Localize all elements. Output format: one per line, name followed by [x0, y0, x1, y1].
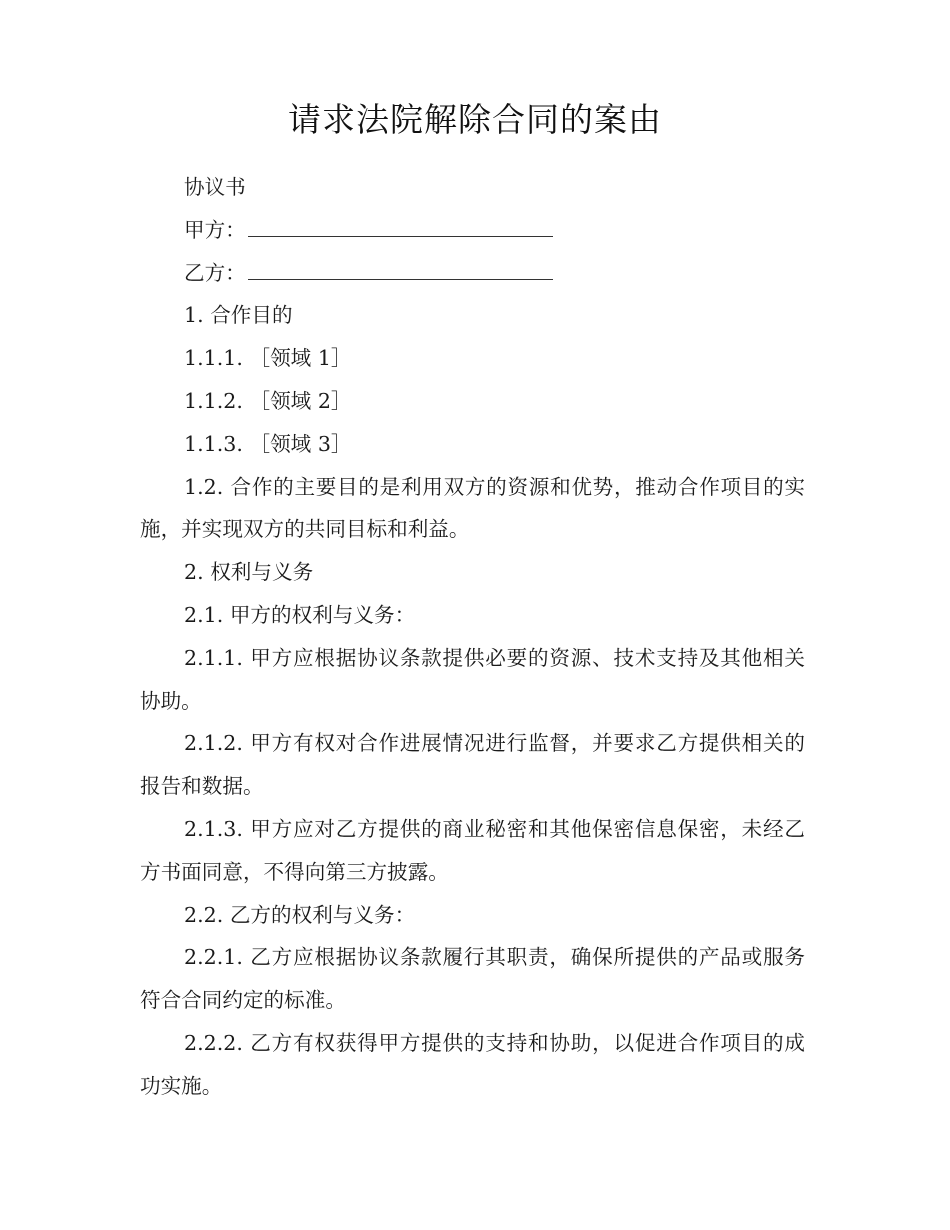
clause-2-2: 2.2. 乙方的权利与义务： — [184, 902, 416, 927]
clause-1-1-1: 1.1.1. ［领域 1］ — [184, 346, 352, 371]
party-b-label: 乙方： — [184, 260, 246, 285]
clause-1-1-3: 1.1.3. ［领域 3］ — [184, 431, 352, 456]
party-a-line — [140, 209, 805, 252]
clause-1-2: 1.2. 合作的主要目的是利用双方的资源和优势，推动合作项目的实施，并实现双方的共同目标和利益。 — [140, 474, 805, 542]
clause-2-1-2: 2.1.2. 甲方有权对合作进展情况进行监督，并要求乙方提供相关的报告和数据。 — [140, 731, 805, 799]
document-body — [140, 166, 805, 1108]
section-2-heading: 2. 权利与义务 — [184, 560, 314, 585]
clause-2-1: 2.1. 甲方的权利与义务： — [184, 602, 416, 627]
party-a-label: 甲方： — [184, 217, 246, 242]
party-a-blank — [248, 210, 553, 237]
party-b-line — [140, 252, 805, 295]
section-1-heading: 1. 合作目的 — [184, 303, 293, 328]
clause-1-1-2: 1.1.2. ［领域 2］ — [184, 388, 352, 413]
clause-2-2-2: 2.2.2. 乙方有权获得甲方提供的支持和协助，以促进合作项目的成功实施。 — [140, 1030, 805, 1098]
agreement-heading: 协议书 — [184, 175, 246, 199]
clause-2-1-1: 2.1.1. 甲方应根据协议条款提供必要的资源、技术支持及其他相关协助。 — [140, 645, 805, 713]
party-b-blank — [248, 253, 553, 280]
clause-2-2-1: 2.2.1. 乙方应根据协议条款履行其职责，确保所提供的产品或服务符合合同约定的标准。 — [140, 945, 805, 1013]
clause-2-1-3: 2.1.3. 甲方应对乙方提供的商业秘密和其他保密信息保密，未经乙方书面同意，不得向第三方披露。 — [140, 816, 805, 884]
document-title: 请求法院解除合同的案由 — [288, 100, 662, 139]
